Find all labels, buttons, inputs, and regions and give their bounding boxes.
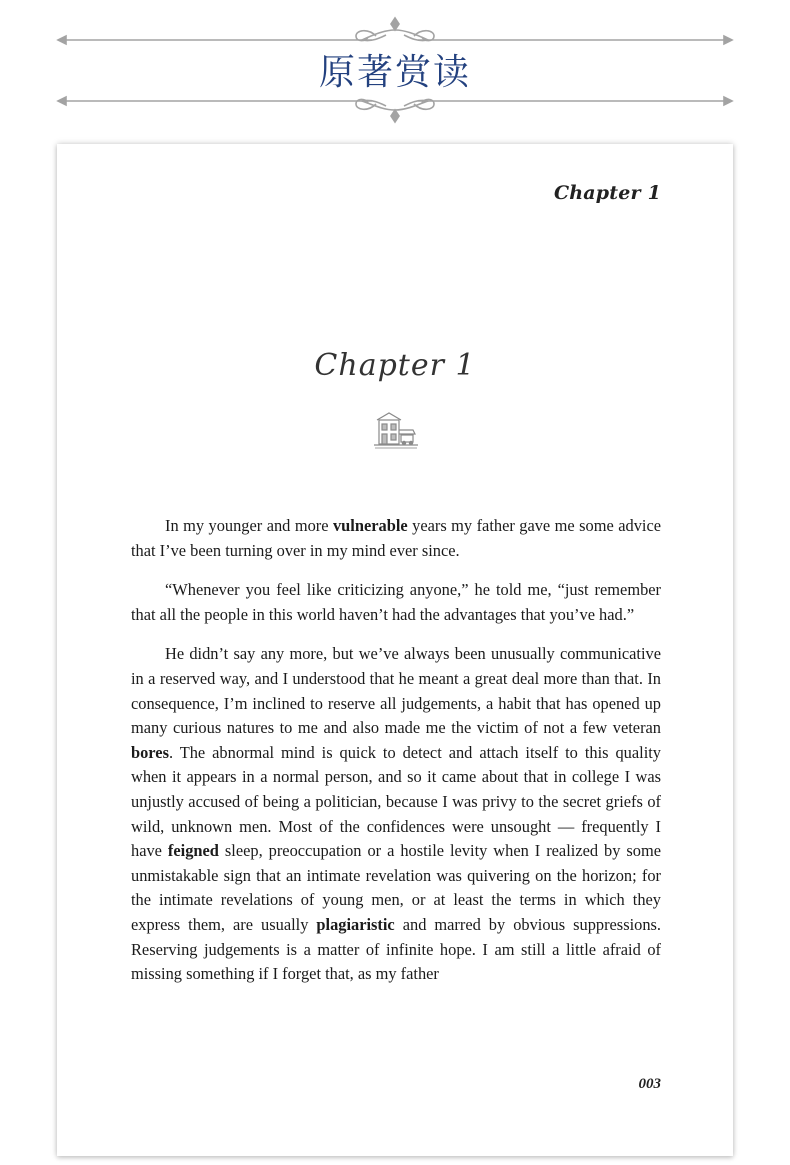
chapter-title: Chapter 1: [314, 348, 476, 383]
bold-term: vulnerable: [332, 516, 408, 535]
text-run: In my younger and more: [165, 516, 333, 535]
paragraph: [131, 642, 661, 986]
paragraph: [131, 578, 661, 627]
section-banner: [0, 0, 790, 130]
bold-term: feigned: [167, 841, 219, 861]
page-number: 003: [638, 1076, 661, 1092]
text-run: “Whenever you feel like criticizing anyone,” he told me, “just remember that all the people in this world haven’t had the advantages that you’ve had.”: [131, 580, 661, 624]
running-head: Chapter 1: [553, 182, 661, 204]
text-run: and marred by obvious suppressions. Reserving judgements is a matter of infinite hope. I am still a little afraid of missing something if I forget that, as my father: [131, 914, 661, 984]
paragraph: [131, 514, 661, 563]
text-run: sleep, preoccupation or a hostile levity when I realized by some unmistakable sign that an intimate revelation was quivering on the horizon; for the intimate revelations of young men, or at least the terms in which they express them, are usually: [131, 841, 661, 934]
text-run: years my father gave me some advice that I’ve been turning over in my mind ever since.: [131, 516, 661, 560]
body-text: [131, 514, 661, 1002]
house-icon: [373, 410, 419, 450]
banner-title: 原著赏读: [318, 52, 471, 93]
book-page: [57, 144, 733, 1156]
text-run: . The abnormal mind is quick to detect and attach itself to this quality when it appears in a normal person, and so it came about that in college I was unjustly accused of being a politician, because I was privy to the secret griefs of wild, unknown men. Most of the confidences were unsought — frequently I have: [131, 742, 661, 861]
text-run: He didn’t say any more, but we’ve always been unusually communicative in a reserved way, and I understood that he meant a great deal more than that. In consequence, I’m inclined to reserve all judgements, a habit that has opened up many curious natures to me and also made me the victim of not a few veteran: [131, 644, 661, 738]
bold-term: plagiaristic: [316, 914, 395, 934]
bold-term: bores: [131, 742, 169, 762]
